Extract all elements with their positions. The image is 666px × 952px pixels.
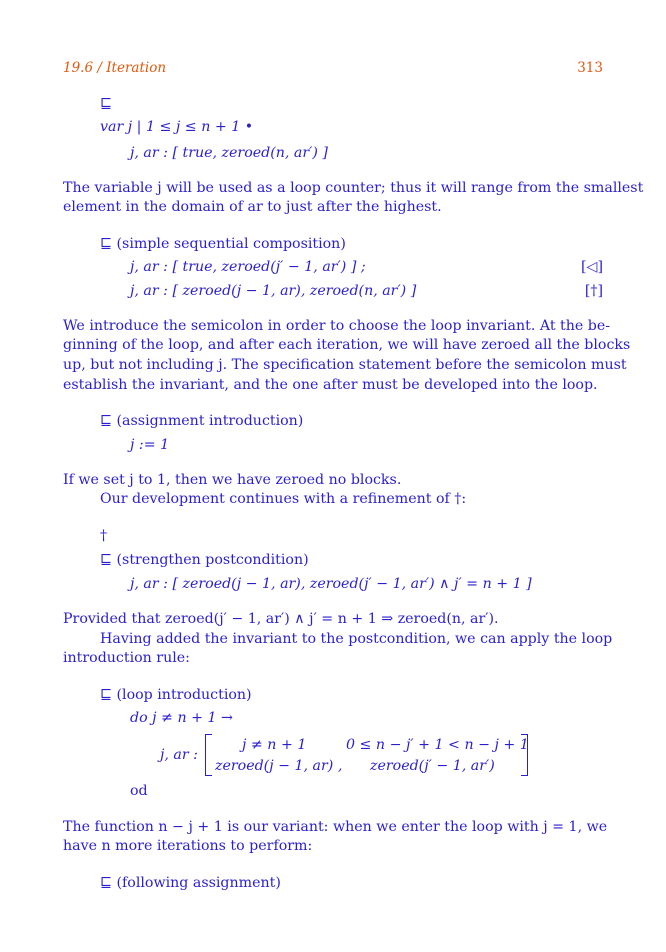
page-number: 313: [577, 60, 603, 76]
frame-variables: j, ar :: [160, 747, 198, 763]
paragraph-line: The function n − j + 1 is our variant: when we enter the loop with j = 1, we: [63, 819, 608, 835]
paragraph-line: If we set j to 1, then we have zeroed no blocks.: [63, 472, 402, 488]
running-header: [63, 59, 166, 77]
paragraph-line: Provided that zeroed(j′ − 1, ar′) ∧ j′ = n + 1 ⇒ zeroed(n, ar′).: [63, 611, 499, 627]
loop-end: od: [130, 783, 148, 799]
paragraph-line: Having added the invariant to the postcondition, we can apply the loop: [100, 631, 613, 647]
variant-condition: 0 ≤ n − j′ + 1 < n − j + 1: [346, 737, 529, 753]
refinement-law: ⊑ (simple sequential composition): [100, 236, 346, 252]
loop-invariant: zeroed(j − 1, ar) ,: [215, 758, 343, 774]
paragraph-line: up, but not including j. The specification statement before the semicolon must: [63, 357, 627, 373]
paragraph-line: have n more iterations to perform:: [63, 838, 313, 854]
refines-symbol: ⊑: [100, 96, 113, 112]
loop-postcondition: zeroed(j′ − 1, ar′): [370, 758, 495, 774]
left-bracket: [205, 734, 212, 776]
var-declaration: var j | 1 ≤ j ≤ n + 1 •: [100, 119, 254, 135]
right-bracket: [521, 734, 528, 776]
paragraph-line: ginning of the loop, and after each iteration, we will have zeroed all the blocks: [63, 337, 631, 353]
refinement-law: ⊑ (following assignment): [100, 875, 281, 891]
dagger-label: †: [100, 528, 108, 544]
loop-precondition-guard: j ≠ n + 1: [242, 737, 307, 753]
assignment: j := 1: [130, 437, 170, 453]
label-tag: [◁]: [581, 259, 603, 275]
paragraph-line: introduction rule:: [63, 650, 190, 666]
paragraph-line: We introduce the semicolon in order to choose the loop invariant. At the be-: [63, 318, 611, 334]
header-separator: /: [93, 60, 107, 76]
spec-statement: j, ar : [ true, zeroed(j′ − 1, ar′) ] ;: [130, 259, 366, 275]
label-tag: [†]: [584, 283, 603, 299]
paragraph-line: element in the domain of ar to just after the highest.: [63, 199, 442, 215]
paragraph-line: The variable j will be used as a loop counter; thus it will range from the smallest: [63, 180, 644, 196]
spec-statement: j, ar : [ true, zeroed(n, ar′) ]: [130, 145, 328, 161]
paragraph-line: Our development continues with a refinement of †:: [100, 491, 467, 507]
refinement-law: ⊑ (loop introduction): [100, 687, 252, 703]
spec-statement: j, ar : [ zeroed(j − 1, ar), zeroed(n, ar′) ]: [130, 283, 417, 299]
spec-statement: j, ar : [ zeroed(j − 1, ar), zeroed(j′ − 1, ar′) ∧ j′ = n + 1 ]: [130, 576, 532, 592]
chapter-title: Iteration: [106, 60, 167, 76]
loop-guard: do j ≠ n + 1 →: [130, 710, 233, 726]
section-number: 19.6: [63, 60, 94, 76]
paragraph-line: establish the invariant, and the one after must be developed into the loop.: [63, 377, 598, 393]
refinement-law: ⊑ (strengthen postcondition): [100, 552, 309, 568]
refinement-law: ⊑ (assignment introduction): [100, 413, 304, 429]
